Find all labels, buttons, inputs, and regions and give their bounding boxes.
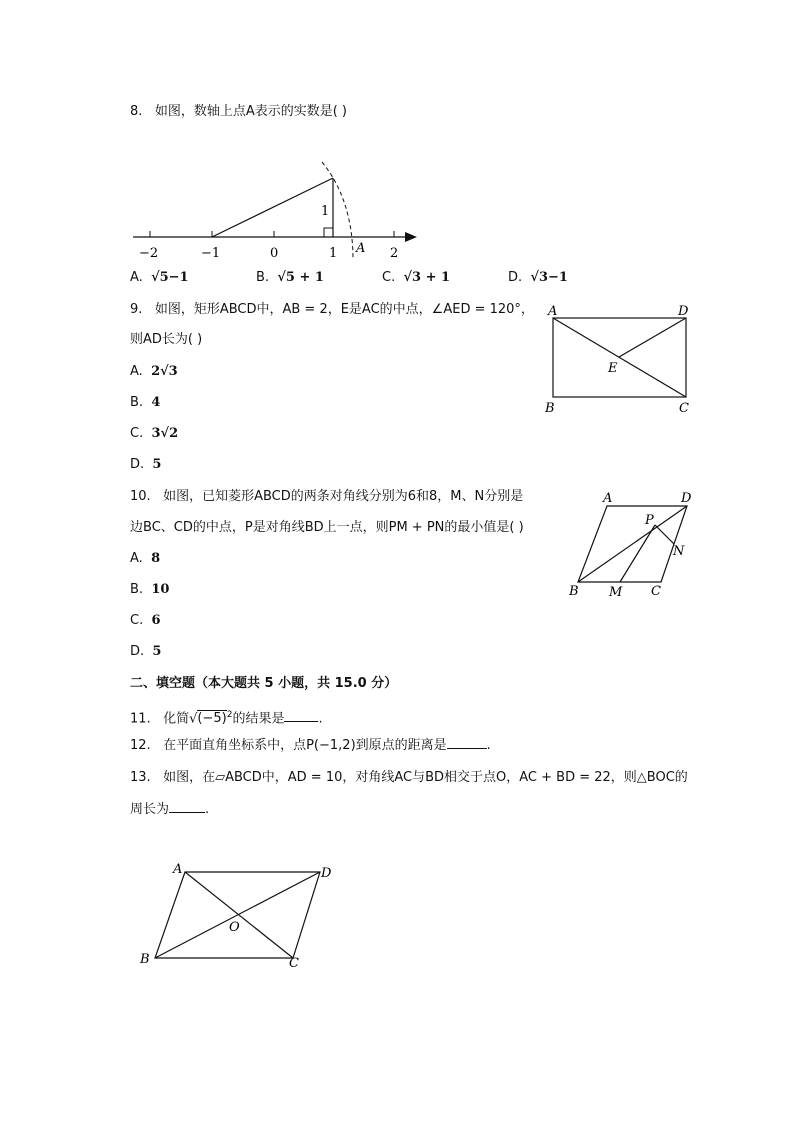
q10-option-b: B. 10: [130, 582, 170, 597]
q8-tick-0: 0: [270, 246, 279, 261]
q8-option-c: C. √3 + 1: [382, 270, 451, 285]
q9-stem-line1: [130, 300, 534, 320]
q9-label-b: B: [545, 401, 555, 416]
q9-option-b: B. 4: [130, 395, 161, 410]
q13-parallelogram-figure: [135, 855, 345, 975]
q11-after: 的结果是: [232, 711, 285, 727]
q9-rectangle-figure: [540, 300, 700, 420]
q8-number-line-figure: [125, 155, 425, 265]
q10-option-d: D. 5: [130, 644, 162, 659]
q10-text1: 如图，已知菱形ABCD的两条对角线分别为6和8，M、N分别是: [163, 489, 524, 504]
q8-height-label: 1: [321, 204, 330, 219]
q13-label-d: D: [321, 866, 332, 881]
q9-label-c: C: [679, 401, 689, 416]
q12-number: 12.: [130, 738, 151, 753]
q8-text: 如图，数轴上点A表示的实数是( ): [154, 104, 347, 119]
q13-label-a: A: [173, 862, 183, 877]
q10-option-a: A. 8: [130, 551, 161, 566]
q11-before: 化简: [163, 711, 190, 727]
q9-option-a: A. 2√3: [130, 364, 178, 379]
q9-text1: 如图，矩形ABCD中，AB = 2，E是AC的中点，∠AED = 120°，: [154, 302, 534, 317]
q10-stem-line1: [130, 487, 523, 507]
q8-tick-neg2: −2: [139, 246, 159, 261]
q9-label-d: D: [678, 304, 689, 319]
q11-exponent: 2: [226, 710, 233, 720]
q9-option-c: C. 3√2: [130, 426, 179, 441]
q13-label-o: O: [229, 920, 240, 935]
q10-label-c: C: [651, 584, 661, 599]
q12-text: 在平面直角坐标系中，点P(−1,2)到原点的距离是: [163, 738, 447, 753]
q8-option-b: B. √5 + 1: [256, 270, 324, 285]
q8-number: 8.: [130, 104, 143, 119]
q8-option-a: A. √5−1: [130, 270, 189, 285]
q8-point-a-label: A: [356, 241, 366, 256]
q8-tick-neg1: −1: [201, 246, 221, 261]
q10-label-a: A: [603, 491, 613, 506]
q9-number: 9.: [130, 302, 143, 317]
q11-radicand: (−5): [197, 711, 227, 727]
q11-sqrt-sign: √: [189, 711, 198, 727]
q13-text2: 周长为: [130, 802, 170, 817]
q9-option-d: D. 5: [130, 457, 162, 472]
q9-label-e: E: [608, 361, 618, 376]
q11-number: 11.: [130, 711, 151, 727]
q13-text1: 如图，在▱ABCD中，AD = 10，对角线AC与BD相交于点O，AC + BD = 22，则△BOC的: [163, 770, 688, 785]
q13-label-c: C: [289, 956, 299, 971]
q10-label-b: B: [569, 584, 579, 599]
q13-end: .: [205, 802, 210, 817]
q11-answer-blank[interactable]: [284, 709, 318, 722]
q10-label-m: M: [609, 585, 623, 600]
q9-stem-line2: [130, 330, 202, 350]
q10-label-n: N: [673, 544, 685, 559]
q13-label-b: B: [140, 952, 150, 967]
q10-text2: 边BC、CD的中点，P是对角线BD上一点，则PM + PN的最小值是( ): [130, 520, 524, 535]
q10-label-d: D: [681, 491, 692, 506]
q10-label-p: P: [645, 513, 654, 528]
q10-number: 10.: [130, 489, 151, 504]
q9-text2: 则AD长为( ): [130, 332, 203, 347]
q11-end: .: [318, 711, 323, 727]
q8-stem: [130, 102, 347, 122]
q10-option-c: C. 6: [130, 613, 161, 628]
q8-tick-2: 2: [390, 246, 399, 261]
q9-label-a: A: [548, 304, 558, 319]
q11-stem: [130, 705, 323, 729]
q12-stem: [130, 736, 491, 756]
q13-stem-line2: [130, 800, 209, 820]
q12-answer-blank[interactable]: [447, 736, 487, 749]
q13-answer-blank[interactable]: [169, 800, 205, 813]
q8-tick-1: 1: [329, 246, 338, 261]
q8-option-d: D. √3−1: [508, 270, 568, 285]
q13-number: 13.: [130, 770, 151, 785]
section2-heading: 二、填空题（本大题共 5 小题，共 15.0 分）: [130, 676, 398, 691]
q13-stem-line1: [130, 768, 688, 788]
q12-end: .: [486, 738, 491, 753]
q10-stem-line2: [130, 518, 524, 538]
q10-rhombus-figure: [565, 487, 700, 602]
